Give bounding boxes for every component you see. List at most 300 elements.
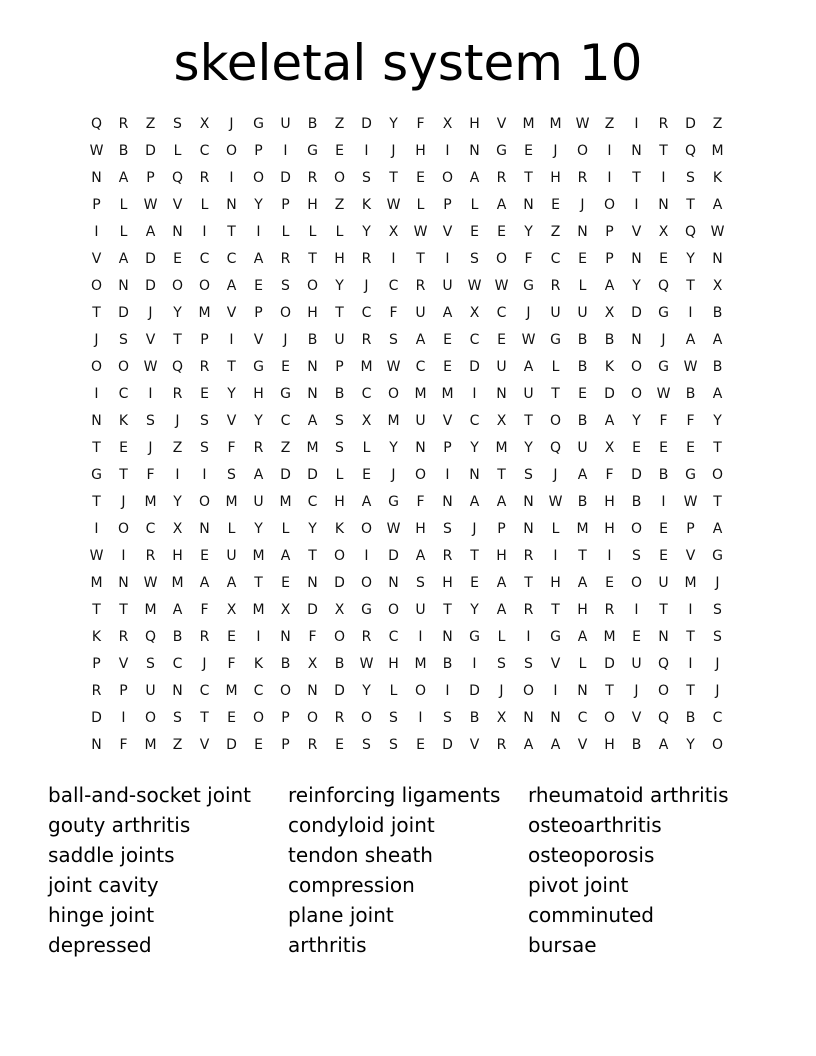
grid-letter[interactable]: Y	[173, 305, 182, 321]
grid-letter[interactable]: T	[686, 683, 695, 699]
grid-letter[interactable]: G	[523, 278, 534, 294]
grid-letter[interactable]: U	[523, 386, 534, 402]
grid-letter[interactable]: T	[92, 440, 101, 456]
grid-letter[interactable]: C	[199, 251, 210, 267]
grid-letter[interactable]: V	[631, 710, 642, 726]
grid-letter[interactable]: T	[524, 170, 533, 186]
grid-letter[interactable]: I	[229, 332, 234, 348]
grid-letter[interactable]: I	[94, 224, 99, 240]
grid-letter[interactable]: G	[253, 116, 264, 132]
grid-letter[interactable]: B	[334, 386, 345, 402]
grid-letter[interactable]: O	[360, 575, 373, 591]
grid-letter[interactable]: X	[496, 710, 507, 726]
grid-letter[interactable]: N	[631, 143, 642, 159]
grid-letter[interactable]: V	[226, 305, 237, 321]
grid-letter[interactable]: T	[470, 548, 479, 564]
grid-letter[interactable]: B	[712, 305, 723, 321]
grid-letter[interactable]: Z	[280, 440, 291, 456]
grid-letter[interactable]: B	[604, 332, 615, 348]
grid-letter[interactable]: W	[89, 548, 104, 564]
grid-letter[interactable]: C	[469, 332, 480, 348]
grid-letter[interactable]: S	[389, 710, 398, 726]
grid-letter[interactable]: W	[143, 575, 158, 591]
grid-letter[interactable]: N	[523, 197, 534, 213]
grid-letter[interactable]: E	[470, 575, 479, 591]
grid-letter[interactable]: T	[524, 413, 533, 429]
grid-letter[interactable]: L	[389, 683, 398, 699]
grid-letter[interactable]: O	[171, 278, 184, 294]
grid-letter[interactable]: P	[443, 440, 452, 456]
grid-letter[interactable]: N	[91, 737, 102, 753]
grid-letter[interactable]: V	[226, 413, 237, 429]
grid-letter[interactable]: A	[550, 737, 561, 753]
grid-letter[interactable]: Z	[145, 116, 156, 132]
grid-letter[interactable]: T	[254, 575, 263, 591]
grid-letter[interactable]: W	[683, 494, 698, 510]
grid-letter[interactable]: S	[227, 467, 236, 483]
grid-letter[interactable]: U	[631, 656, 642, 672]
grid-letter[interactable]: Z	[334, 116, 345, 132]
grid-letter[interactable]: N	[496, 386, 507, 402]
grid-letter[interactable]: I	[445, 143, 450, 159]
grid-letter[interactable]: W	[386, 359, 401, 375]
grid-letter[interactable]: A	[118, 251, 129, 267]
grid-letter[interactable]: R	[172, 386, 183, 402]
grid-letter[interactable]: D	[334, 575, 345, 591]
grid-letter[interactable]: T	[686, 197, 695, 213]
grid-letter[interactable]: R	[604, 602, 615, 618]
grid-letter[interactable]: W	[386, 197, 401, 213]
grid-letter[interactable]: I	[661, 170, 666, 186]
grid-letter[interactable]: S	[281, 278, 290, 294]
grid-letter[interactable]: Y	[470, 602, 479, 618]
grid-letter[interactable]: M	[360, 359, 373, 375]
grid-letter[interactable]: I	[445, 467, 450, 483]
grid-letter[interactable]: R	[658, 116, 669, 132]
grid-letter[interactable]: H	[388, 656, 399, 672]
grid-letter[interactable]: J	[634, 683, 639, 699]
grid-letter[interactable]: V	[199, 737, 210, 753]
grid-letter[interactable]: M	[144, 602, 157, 618]
grid-letter[interactable]: S	[713, 629, 722, 645]
grid-letter[interactable]: N	[307, 683, 318, 699]
grid-letter[interactable]: N	[172, 683, 183, 699]
grid-letter[interactable]: H	[550, 170, 561, 186]
grid-letter[interactable]: V	[172, 197, 183, 213]
grid-letter[interactable]: G	[361, 602, 372, 618]
grid-letter[interactable]: R	[199, 170, 210, 186]
grid-letter[interactable]: E	[281, 359, 290, 375]
grid-letter[interactable]: A	[685, 332, 696, 348]
grid-letter[interactable]: N	[550, 710, 561, 726]
grid-letter[interactable]: I	[175, 467, 180, 483]
grid-letter[interactable]: V	[253, 332, 264, 348]
grid-letter[interactable]: D	[307, 602, 318, 618]
grid-letter[interactable]: O	[630, 521, 643, 537]
grid-letter[interactable]: J	[94, 332, 99, 348]
grid-letter[interactable]: S	[443, 710, 452, 726]
grid-letter[interactable]: D	[334, 683, 345, 699]
grid-letter[interactable]: Y	[254, 521, 263, 537]
grid-letter[interactable]: L	[362, 440, 371, 456]
grid-letter[interactable]: O	[630, 575, 643, 591]
grid-letter[interactable]: I	[364, 143, 369, 159]
grid-letter[interactable]: O	[279, 305, 292, 321]
grid-letter[interactable]: V	[577, 737, 588, 753]
grid-letter[interactable]: I	[418, 710, 423, 726]
grid-letter[interactable]: Z	[334, 197, 345, 213]
grid-letter[interactable]: A	[145, 224, 156, 240]
grid-letter[interactable]: M	[198, 305, 211, 321]
grid-letter[interactable]: S	[497, 656, 506, 672]
grid-letter[interactable]: R	[199, 629, 210, 645]
grid-letter[interactable]: Y	[470, 440, 479, 456]
grid-letter[interactable]: I	[661, 494, 666, 510]
grid-letter[interactable]: X	[658, 224, 669, 240]
grid-letter[interactable]: C	[496, 305, 507, 321]
grid-letter[interactable]: F	[227, 440, 236, 456]
grid-letter[interactable]: X	[226, 602, 237, 618]
grid-letter[interactable]: S	[173, 710, 182, 726]
grid-letter[interactable]: M	[279, 494, 292, 510]
grid-letter[interactable]: Q	[171, 170, 184, 186]
grid-letter[interactable]: E	[281, 575, 290, 591]
grid-letter[interactable]: U	[415, 602, 426, 618]
grid-letter[interactable]: I	[121, 548, 126, 564]
grid-letter[interactable]: N	[442, 629, 453, 645]
grid-letter[interactable]: T	[308, 251, 317, 267]
grid-letter[interactable]: Y	[254, 413, 263, 429]
grid-letter[interactable]: R	[145, 548, 156, 564]
grid-letter[interactable]: Q	[144, 629, 157, 645]
grid-letter[interactable]: O	[387, 602, 400, 618]
grid-letter[interactable]: T	[389, 170, 398, 186]
grid-letter[interactable]: A	[577, 467, 588, 483]
grid-letter[interactable]: A	[226, 575, 237, 591]
grid-letter[interactable]: I	[688, 602, 693, 618]
grid-letter[interactable]: X	[496, 413, 507, 429]
grid-letter[interactable]: T	[551, 386, 560, 402]
grid-letter[interactable]: T	[659, 602, 668, 618]
grid-letter[interactable]: D	[442, 737, 453, 753]
grid-letter[interactable]: U	[334, 332, 345, 348]
grid-letter[interactable]: S	[200, 413, 209, 429]
grid-letter[interactable]: Q	[657, 278, 670, 294]
grid-letter[interactable]: D	[145, 251, 156, 267]
grid-letter[interactable]: P	[92, 197, 101, 213]
grid-letter[interactable]: V	[496, 116, 507, 132]
grid-letter[interactable]: V	[550, 656, 561, 672]
grid-letter[interactable]: D	[145, 143, 156, 159]
grid-letter[interactable]: O	[495, 251, 508, 267]
grid-letter[interactable]: W	[710, 224, 725, 240]
grid-letter[interactable]: F	[389, 305, 398, 321]
grid-letter[interactable]: Y	[686, 251, 695, 267]
grid-letter[interactable]: E	[200, 548, 209, 564]
grid-letter[interactable]: B	[442, 656, 453, 672]
grid-letter[interactable]: M	[576, 521, 589, 537]
grid-letter[interactable]: U	[280, 116, 291, 132]
grid-letter[interactable]: O	[279, 683, 292, 699]
grid-letter[interactable]: P	[281, 197, 290, 213]
grid-letter[interactable]: B	[685, 386, 696, 402]
grid-letter[interactable]: A	[199, 575, 210, 591]
grid-letter[interactable]: R	[361, 629, 372, 645]
grid-letter[interactable]: E	[335, 737, 344, 753]
grid-letter[interactable]: H	[334, 494, 345, 510]
grid-letter[interactable]: G	[658, 305, 669, 321]
grid-letter[interactable]: S	[389, 332, 398, 348]
grid-letter[interactable]: O	[522, 683, 535, 699]
grid-letter[interactable]: T	[713, 440, 722, 456]
grid-letter[interactable]: O	[603, 710, 616, 726]
grid-letter[interactable]: B	[577, 494, 588, 510]
grid-letter[interactable]: S	[146, 413, 155, 429]
grid-letter[interactable]: T	[200, 710, 209, 726]
grid-letter[interactable]: M	[252, 548, 265, 564]
grid-letter[interactable]: E	[632, 440, 641, 456]
grid-letter[interactable]: M	[225, 683, 238, 699]
grid-letter[interactable]: T	[173, 332, 182, 348]
grid-letter[interactable]: N	[388, 575, 399, 591]
grid-letter[interactable]: S	[632, 548, 641, 564]
grid-letter[interactable]: E	[227, 710, 236, 726]
grid-letter[interactable]: T	[92, 602, 101, 618]
grid-letter[interactable]: B	[685, 710, 696, 726]
grid-letter[interactable]: E	[632, 629, 641, 645]
grid-letter[interactable]: I	[688, 656, 693, 672]
grid-letter[interactable]: G	[550, 629, 561, 645]
grid-letter[interactable]: X	[604, 305, 615, 321]
grid-letter[interactable]: T	[524, 575, 533, 591]
grid-letter[interactable]: G	[253, 359, 264, 375]
grid-letter[interactable]: X	[361, 413, 372, 429]
grid-letter[interactable]: I	[202, 467, 207, 483]
grid-letter[interactable]: W	[683, 359, 698, 375]
grid-letter[interactable]: N	[199, 521, 210, 537]
grid-letter[interactable]: Q	[684, 143, 697, 159]
grid-letter[interactable]: O	[117, 521, 130, 537]
grid-letter[interactable]: I	[202, 224, 207, 240]
grid-letter[interactable]: O	[360, 521, 373, 537]
grid-letter[interactable]: I	[553, 683, 558, 699]
grid-letter[interactable]: I	[148, 386, 153, 402]
grid-letter[interactable]: O	[333, 170, 346, 186]
grid-letter[interactable]: F	[200, 602, 209, 618]
grid-letter[interactable]: O	[117, 359, 130, 375]
grid-letter[interactable]: N	[118, 278, 129, 294]
grid-letter[interactable]: U	[577, 305, 588, 321]
grid-letter[interactable]: L	[119, 197, 128, 213]
grid-letter[interactable]: A	[712, 332, 723, 348]
grid-letter[interactable]: A	[712, 197, 723, 213]
grid-letter[interactable]: D	[226, 737, 237, 753]
grid-letter[interactable]: H	[415, 521, 426, 537]
grid-letter[interactable]: Y	[254, 197, 263, 213]
grid-letter[interactable]: F	[146, 467, 155, 483]
grid-letter[interactable]: E	[605, 575, 614, 591]
grid-letter[interactable]: J	[472, 521, 477, 537]
grid-letter[interactable]: C	[469, 413, 480, 429]
grid-letter[interactable]: W	[413, 224, 428, 240]
grid-letter[interactable]: R	[442, 548, 453, 564]
grid-letter[interactable]: M	[171, 575, 184, 591]
grid-letter[interactable]: B	[307, 116, 318, 132]
grid-letter[interactable]: H	[442, 575, 453, 591]
grid-letter[interactable]: E	[362, 467, 371, 483]
grid-letter[interactable]: E	[254, 278, 263, 294]
grid-letter[interactable]: J	[148, 440, 153, 456]
grid-letter[interactable]: G	[307, 143, 318, 159]
grid-letter[interactable]: T	[119, 467, 128, 483]
grid-letter[interactable]: B	[334, 656, 345, 672]
grid-letter[interactable]: D	[388, 548, 399, 564]
grid-letter[interactable]: S	[389, 737, 398, 753]
grid-letter[interactable]: D	[91, 710, 102, 726]
grid-letter[interactable]: H	[604, 737, 615, 753]
grid-letter[interactable]: I	[607, 143, 612, 159]
grid-letter[interactable]: U	[415, 305, 426, 321]
grid-letter[interactable]: O	[711, 737, 724, 753]
grid-letter[interactable]: V	[442, 413, 453, 429]
grid-letter[interactable]: J	[580, 197, 585, 213]
grid-letter[interactable]: P	[686, 521, 695, 537]
grid-letter[interactable]: H	[307, 305, 318, 321]
grid-letter[interactable]: C	[415, 359, 426, 375]
grid-letter[interactable]: T	[227, 224, 236, 240]
grid-letter[interactable]: M	[387, 413, 400, 429]
grid-letter[interactable]: M	[522, 116, 535, 132]
grid-letter[interactable]: A	[496, 602, 507, 618]
grid-letter[interactable]: L	[416, 197, 425, 213]
grid-letter[interactable]: C	[388, 629, 399, 645]
grid-letter[interactable]: O	[387, 386, 400, 402]
grid-letter[interactable]: O	[198, 278, 211, 294]
grid-letter[interactable]: Q	[549, 440, 562, 456]
grid-letter[interactable]: R	[550, 278, 561, 294]
grid-letter[interactable]: V	[145, 332, 156, 348]
grid-letter[interactable]: X	[442, 116, 453, 132]
grid-letter[interactable]: T	[551, 602, 560, 618]
grid-letter[interactable]: N	[469, 143, 480, 159]
grid-letter[interactable]: W	[575, 116, 590, 132]
grid-letter[interactable]: H	[307, 197, 318, 213]
grid-letter[interactable]: O	[603, 197, 616, 213]
grid-letter[interactable]: O	[90, 278, 103, 294]
grid-letter[interactable]: X	[712, 278, 723, 294]
grid-letter[interactable]: J	[391, 467, 396, 483]
grid-letter[interactable]: E	[497, 332, 506, 348]
grid-letter[interactable]: D	[118, 305, 129, 321]
grid-letter[interactable]: D	[361, 116, 372, 132]
grid-letter[interactable]: N	[577, 224, 588, 240]
grid-letter[interactable]: V	[469, 737, 480, 753]
grid-letter[interactable]: A	[361, 494, 372, 510]
grid-letter[interactable]: U	[577, 440, 588, 456]
grid-letter[interactable]: I	[391, 251, 396, 267]
grid-letter[interactable]: B	[658, 467, 669, 483]
grid-letter[interactable]: V	[685, 548, 696, 564]
grid-letter[interactable]: J	[121, 494, 126, 510]
grid-letter[interactable]: X	[388, 224, 399, 240]
grid-letter[interactable]: C	[577, 710, 588, 726]
grid-letter[interactable]: O	[306, 710, 319, 726]
grid-letter[interactable]: D	[685, 116, 696, 132]
grid-letter[interactable]: T	[335, 305, 344, 321]
grid-letter[interactable]: G	[388, 494, 399, 510]
grid-letter[interactable]: H	[253, 386, 264, 402]
grid-letter[interactable]: X	[334, 602, 345, 618]
grid-letter[interactable]: A	[712, 386, 723, 402]
grid-letter[interactable]: O	[144, 710, 157, 726]
grid-letter[interactable]: N	[226, 197, 237, 213]
grid-letter[interactable]: C	[388, 278, 399, 294]
grid-letter[interactable]: G	[91, 467, 102, 483]
grid-letter[interactable]: N	[415, 440, 426, 456]
grid-letter[interactable]: A	[172, 602, 183, 618]
grid-letter[interactable]: R	[91, 683, 102, 699]
grid-letter[interactable]: I	[94, 386, 99, 402]
grid-letter[interactable]: T	[659, 143, 668, 159]
grid-letter[interactable]: F	[686, 413, 695, 429]
grid-letter[interactable]: E	[551, 197, 560, 213]
grid-letter[interactable]: A	[658, 737, 669, 753]
grid-letter[interactable]: P	[254, 143, 263, 159]
grid-letter[interactable]: E	[443, 359, 452, 375]
grid-letter[interactable]: K	[91, 629, 102, 645]
grid-letter[interactable]: N	[91, 170, 102, 186]
grid-letter[interactable]: D	[469, 683, 480, 699]
grid-letter[interactable]: I	[283, 143, 288, 159]
grid-letter[interactable]: R	[334, 710, 345, 726]
grid-letter[interactable]: X	[604, 440, 615, 456]
grid-letter[interactable]: B	[577, 413, 588, 429]
grid-letter[interactable]: J	[715, 656, 720, 672]
grid-letter[interactable]: E	[416, 737, 425, 753]
grid-letter[interactable]: P	[335, 359, 344, 375]
grid-letter[interactable]: H	[496, 548, 507, 564]
grid-letter[interactable]: L	[281, 224, 290, 240]
grid-letter[interactable]: I	[553, 548, 558, 564]
grid-letter[interactable]: O	[576, 143, 589, 159]
grid-letter[interactable]: W	[521, 332, 536, 348]
grid-letter[interactable]: S	[686, 170, 695, 186]
grid-letter[interactable]: T	[92, 494, 101, 510]
grid-letter[interactable]: I	[445, 251, 450, 267]
grid-letter[interactable]: L	[119, 224, 128, 240]
grid-letter[interactable]: L	[200, 197, 209, 213]
grid-letter[interactable]: U	[658, 575, 669, 591]
grid-letter[interactable]: D	[280, 170, 291, 186]
grid-letter[interactable]: Q	[90, 116, 103, 132]
grid-letter[interactable]: M	[441, 386, 454, 402]
grid-letter[interactable]: I	[526, 629, 531, 645]
grid-letter[interactable]: E	[335, 143, 344, 159]
grid-letter[interactable]: E	[443, 332, 452, 348]
grid-letter[interactable]: O	[360, 710, 373, 726]
grid-letter[interactable]: Y	[686, 737, 695, 753]
grid-letter[interactable]: C	[361, 386, 372, 402]
grid-letter[interactable]: D	[280, 467, 291, 483]
grid-letter[interactable]: J	[553, 143, 558, 159]
grid-letter[interactable]: W	[656, 386, 671, 402]
grid-letter[interactable]: T	[713, 494, 722, 510]
grid-letter[interactable]: M	[711, 143, 724, 159]
grid-letter[interactable]: U	[415, 413, 426, 429]
grid-letter[interactable]: L	[335, 467, 344, 483]
grid-letter[interactable]: C	[118, 386, 129, 402]
grid-letter[interactable]: S	[470, 251, 479, 267]
